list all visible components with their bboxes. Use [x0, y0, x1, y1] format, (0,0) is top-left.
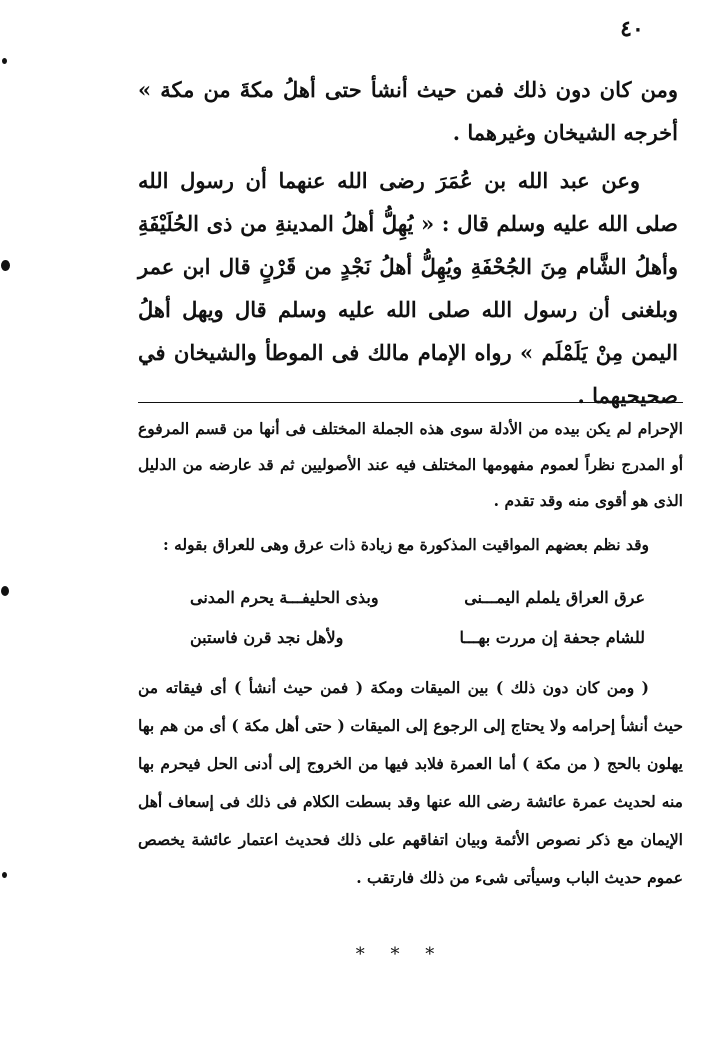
- scan-edge-mark: [2, 58, 7, 64]
- footnote-divider: [138, 402, 683, 403]
- main-paragraph: ومن كان دون ذلك فمن حيث أنشأ حتى أهلُ مكةَ من مكة » أخرجه الشيخان وغيرهما .: [138, 77, 678, 145]
- poem-line: [190, 618, 645, 658]
- scan-edge-mark: [1, 260, 10, 271]
- footnote-block: [138, 411, 683, 563]
- end-ornament: * * *: [355, 944, 445, 965]
- poem-intro: وقد نظم بعضهم المواقيت المذكورة مع زيادة ذات عرق وهى للعراق بقوله :: [163, 535, 649, 554]
- poem-first-hemistich: عرق العراق يلملم اليمـــنى: [464, 588, 645, 607]
- main-paragraph: وعن عبد الله بن عُمَرَ رضى الله عنهما أن رسول الله صلى الله عليه وسلم قال : « يُهِلُّ أهلُ المدينةِ من ذى الحُلَيْفَةِ وأهلُ الشَّام مِنَ الجُحْفَةِ ويُهِلُّ أهلُ نَجْدٍ من قَرْنٍ قال ابن عمر وبلغنى أن رسول الله صلى الله عليه وسلم قال ويهل أهلُ اليمن مِنْ يَلَمْلَم » رواه الإمام مالك فى الموطأ والشيخان في صحيحيهما .: [138, 168, 678, 408]
- scan-edge-mark: [1, 586, 9, 596]
- main-text: [138, 68, 678, 417]
- page-number: ٤٠: [620, 16, 644, 42]
- commentary-paragraph: ( ومن كان دون ذلك ) بين الميقات ومكة ( فمن حيث أنشأ ) أى فيقاته من حيث أنشأ إحرامه ولا يحتاج إلى الرجوع إلى الميقات ( حتى أهل مكة ) أى من هم بها يهلون بالحج ( من مكة ) أما العمرة فلابد فيها من الخروج إلى أدنى الحل فيحرم بها منه لحديث عمرة عائشة رضى الله عنها وقد بسطت الكلام فى ذلك فى إسعاف أهل الإيمان مع ذكر نصوص الأئمة وبيان اتفاقهم على ذلك فحديث اعتمار عائشة يخصص عموم حديث الباب وسيأتى شىء من ذلك فارتقب .: [138, 678, 683, 887]
- poem-second-hemistich: وبذى الحليفـــة يحرم المدنى: [190, 588, 379, 607]
- poem: [190, 578, 645, 658]
- poem-line: [190, 578, 645, 618]
- footnote-paragraph: الإحرام لم يكن بيده من الأدلة سوى هذه الجملة المختلف فى أنها من قسم المرفوع أو المدرج نظراً لعموم مفهومها المختلف فيه عند الأصوليين ثم قد عارضه من الدليل الذى هو أقوى منه وقد تقدم .: [138, 419, 683, 510]
- scan-edge-mark: [2, 872, 7, 878]
- poem-second-hemistich: ولأهل نجد قرن فاستبن: [190, 628, 344, 647]
- poem-first-hemistich: للشام جحفة إن مررت بهـــا: [459, 628, 645, 647]
- commentary-block: [138, 669, 683, 897]
